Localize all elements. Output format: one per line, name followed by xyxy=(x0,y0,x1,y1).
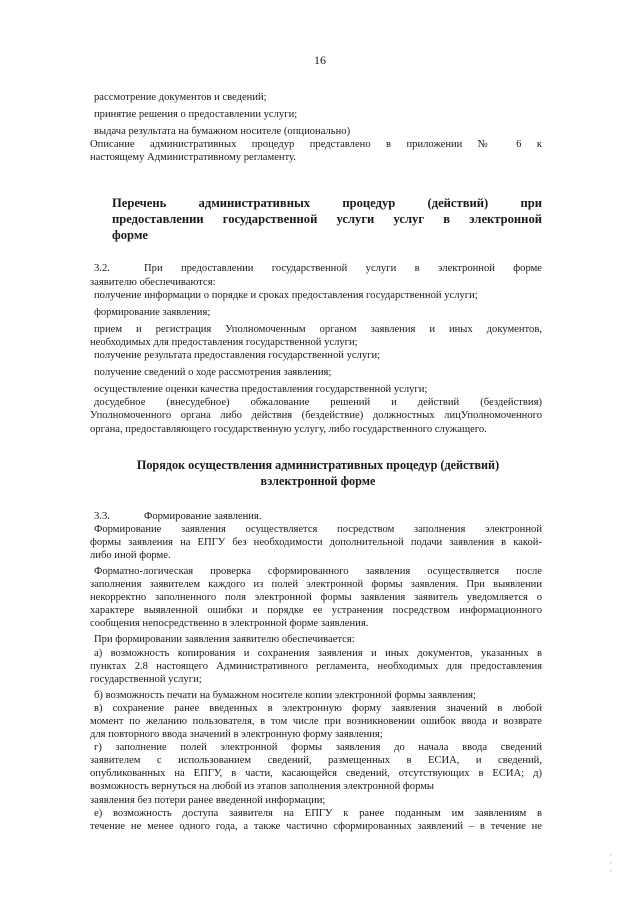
text-line: заявителю обеспечиваются: xyxy=(90,276,216,288)
text-line: либо иной форме. xyxy=(90,549,171,561)
text-line: заявителем с использованием сведений, размещенных в ЕСИА, и сведений, xyxy=(90,755,542,767)
text-line: Описание административных процедур представлено в приложении № 6 к xyxy=(90,139,542,151)
text-line: государственной услуги; xyxy=(90,673,202,685)
scan-edge-marks: · · · xyxy=(609,851,612,876)
heading-line: Порядок осуществления административных процедур (действий) xyxy=(136,457,500,472)
text-line: б) возможность печати на бумажном носителе копии электронной формы заявления; xyxy=(94,689,476,701)
list-item: формирование заявления; xyxy=(94,306,211,318)
text-line: принятие решения о предоставлении услуги; xyxy=(94,109,298,121)
text-line: формы заявления на ЕПГУ без необходимости дополнительной подачи заявления в какой- xyxy=(90,536,542,548)
section-heading-1 xyxy=(94,195,542,243)
list-item: прием и регистрация Уполномоченным органом заявления и иных документов, xyxy=(94,323,542,335)
text-line: заявления без потери ранее введенной информации; xyxy=(90,794,326,806)
text-line: е) возможность доступа заявителя на ЕПГУ к ранее поданным им заявлениям в xyxy=(94,807,542,819)
clause-text: При предоставлении государственной услуги в электронной форме xyxy=(144,263,542,275)
text-line: пунктах 2.8 настоящего Административного регламента, необходимых для предоставления xyxy=(90,660,542,672)
text-line xyxy=(94,510,542,523)
text-line: заполнения заявителем каждого из полей электронной формы заявления. При выявлении xyxy=(90,579,542,591)
clause-text: Формирование заявления. xyxy=(144,510,262,522)
clause-number: 3.2. xyxy=(94,263,110,275)
text-line: в) сохранение ранее введенных в электронную форму заявления значений в любой xyxy=(94,702,542,714)
text-line: для повторного ввода значений в электронную форму заявления; xyxy=(90,729,383,741)
text-line: г) заполнение полей электронной формы заявления до начала ввода сведений xyxy=(94,742,542,754)
list-item: получение результата предоставления государственной услуги; xyxy=(94,350,381,362)
list-item: получение сведений о ходе рассмотрения заявления; xyxy=(94,367,332,379)
text-line: При формировании заявления заявителю обеспечивается: xyxy=(94,634,355,646)
list-item: необходимых для предоставления государственной услуги; xyxy=(90,336,358,348)
heading-line: Перечень административных процедур (действий) при xyxy=(112,196,542,211)
text-line: рассмотрение документов и сведений; xyxy=(94,92,267,103)
text-line: течение не менее одного года, а также частично сформированных заявлений – в течение не xyxy=(90,820,542,832)
document-body xyxy=(90,91,542,833)
list-item: досудебное (внесудебное) обжалование решений и действий (бездействия) xyxy=(94,397,542,409)
text-line: Формирование заявления осуществляется посредством заполнения электронной xyxy=(94,523,542,535)
clause-number: 3.3. xyxy=(94,510,110,522)
text-line: момент по желанию пользователя, в том числе при возникновении ошибок ввода и возврате xyxy=(90,716,542,727)
text-line: сообщения непосредственно в электронной форме заявления. xyxy=(90,618,369,630)
text-line: настоящему Административному регламенту. xyxy=(90,152,296,164)
list-item: осуществление оценки качества предоставления государственной услуги; xyxy=(94,384,428,396)
heading-line: форме xyxy=(112,228,148,243)
text-line: выдача результата на бумажном носителе (опционально) xyxy=(94,126,351,138)
page-number: 16 xyxy=(314,53,326,67)
heading-line: вэлектронной форме xyxy=(260,473,376,488)
text-line: возможность вернуться на любой из этапов заполнения электронной формы xyxy=(90,781,435,793)
section-heading-2 xyxy=(94,457,542,489)
text-line xyxy=(94,262,542,275)
heading-line: предоставлении государственной услуги услуг в электронной xyxy=(112,212,542,227)
text-line: Форматно-логическая проверка сформированного заявления осуществляется после xyxy=(94,565,542,577)
list-item: получение информации о порядке и сроках предоставления государственной услуги; xyxy=(94,289,478,301)
text-line: некорректно заполненного поля электронной формы заявления заявитель уведомляется о xyxy=(90,592,542,604)
list-item: Уполномоченного органа либо действия (бездействие) должностных лицУполномоченного xyxy=(90,410,542,422)
text-line: а) возможность копирования и сохранения заявления и иных документов, указанных в xyxy=(94,647,542,659)
list-item: органа, предоставляющего государственную услугу, либо государственного служащего. xyxy=(90,423,487,435)
text-line: характере выявленной ошибки и порядке ее устранения посредством информационного xyxy=(90,605,542,617)
text-line: опубликованных на ЕПГУ, в части, касающейся сведений, отсутствующих в ЕСИА; д) xyxy=(90,768,542,780)
